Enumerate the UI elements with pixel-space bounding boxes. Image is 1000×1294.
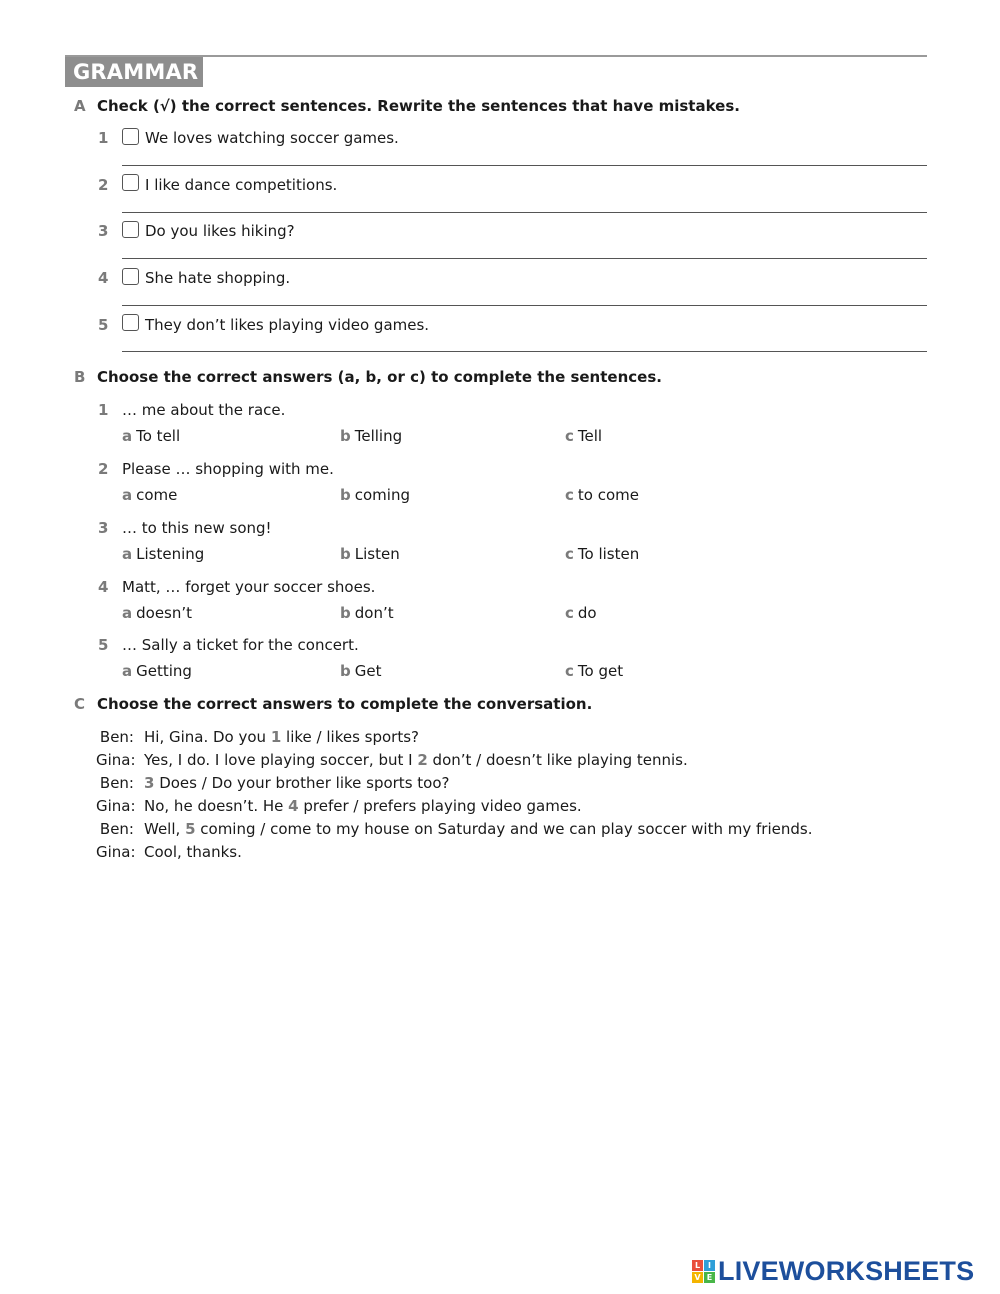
choice[interactable]: coming / come to my house on Saturday and we can play soccer with my friends.: [195, 820, 813, 838]
item-number: 2: [98, 176, 109, 194]
option-b[interactable]: b Listen: [340, 545, 400, 563]
checkbox[interactable]: [122, 221, 139, 238]
sentence: They don’t likes playing video games.: [145, 316, 430, 334]
logo-letter-v: V: [692, 1272, 703, 1283]
option-a[interactable]: a Getting: [122, 662, 192, 680]
question: Matt, … forget your soccer shoes.: [122, 578, 376, 596]
checkbox[interactable]: [122, 268, 139, 285]
section-b-instruction: Choose the correct answers (a, b, or c) to complete the sentences.: [97, 368, 662, 386]
item-number: 4: [98, 578, 109, 596]
option-a[interactable]: a doesn’t: [122, 604, 193, 622]
sentence: Do you likes hiking?: [145, 222, 295, 240]
choice[interactable]: prefer / prefers playing video games.: [298, 797, 582, 815]
choice[interactable]: don’t / doesn’t like playing tennis.: [427, 751, 688, 769]
logo-letter-l: L: [692, 1260, 703, 1271]
question: … to this new song!: [122, 519, 272, 537]
logo-grid-icon: [692, 1260, 715, 1283]
rewrite-line[interactable]: [122, 351, 927, 352]
option-b[interactable]: b don’t: [340, 604, 394, 622]
question: … Sally a ticket for the concert.: [122, 636, 359, 654]
question: … me about the race.: [122, 401, 286, 419]
item-number: 2: [98, 460, 109, 478]
logo-text: LIVEWORKSHEETS: [718, 1256, 975, 1286]
section-a-letter: A: [74, 97, 86, 115]
rewrite-line[interactable]: [122, 305, 927, 306]
option-b[interactable]: b coming: [340, 486, 410, 504]
speaker: Gina:: [96, 751, 136, 769]
option-c[interactable]: c Tell: [565, 427, 603, 445]
line-text: 3 Does / Do your brother like sports too?: [144, 774, 450, 792]
checkbox[interactable]: [122, 128, 139, 145]
option-c[interactable]: c to come: [565, 486, 639, 504]
line-text: Hi, Gina. Do you 1 like / likes sports?: [144, 728, 419, 746]
logo-letter-i: I: [704, 1260, 715, 1271]
line-text: Cool, thanks.: [144, 843, 242, 861]
item-number: 1: [98, 129, 109, 147]
speaker: Ben:: [99, 774, 134, 792]
option-a[interactable]: a To tell: [122, 427, 181, 445]
speaker: Gina:: [96, 797, 136, 815]
logo-letter-e: E: [704, 1272, 715, 1283]
option-b[interactable]: b Get: [340, 662, 382, 680]
option-c[interactable]: c To listen: [565, 545, 640, 563]
checkbox[interactable]: [122, 174, 139, 191]
liveworksheets-logo: [692, 1256, 974, 1287]
section-title: GRAMMAR: [65, 57, 203, 87]
sentence: We loves watching soccer games.: [145, 129, 399, 147]
question: Please … shopping with me.: [122, 460, 334, 478]
item-number: 5: [98, 316, 109, 334]
rewrite-line[interactable]: [122, 165, 927, 166]
speaker: Ben:: [99, 820, 134, 838]
sentence: She hate shopping.: [145, 269, 291, 287]
checkbox[interactable]: [122, 314, 139, 331]
item-number: 1: [98, 401, 109, 419]
choice[interactable]: Does / Do your brother like sports too?: [154, 774, 450, 792]
section-c-instruction: Choose the correct answers to complete the conversation.: [97, 695, 593, 713]
section-c-letter: C: [74, 695, 86, 713]
rewrite-line[interactable]: [122, 258, 927, 259]
rewrite-line[interactable]: [122, 212, 927, 213]
sentence: I like dance competitions.: [145, 176, 338, 194]
line-text: Well, 5 coming / come to my house on Saturday and we can play soccer with my friends.: [144, 820, 813, 838]
choice[interactable]: like / likes sports?: [281, 728, 419, 746]
option-c[interactable]: c do: [565, 604, 597, 622]
option-c[interactable]: c To get: [565, 662, 624, 680]
line-text: Yes, I do. I love playing soccer, but I 2 don’t / doesn’t like playing tennis.: [144, 751, 688, 769]
item-number: 4: [98, 269, 109, 287]
option-a[interactable]: a Listening: [122, 545, 205, 563]
speaker: Ben:: [99, 728, 134, 746]
speaker: Gina:: [96, 843, 136, 861]
option-a[interactable]: a come: [122, 486, 178, 504]
section-a-instruction: Check (√) the correct sentences. Rewrite the sentences that have mistakes.: [97, 97, 740, 115]
item-number: 5: [98, 636, 109, 654]
section-b-letter: B: [74, 368, 86, 386]
item-number: 3: [98, 519, 109, 537]
option-b[interactable]: b Telling: [340, 427, 403, 445]
item-number: 3: [98, 222, 109, 240]
line-text: No, he doesn’t. He 4 prefer / prefers playing video games.: [144, 797, 582, 815]
